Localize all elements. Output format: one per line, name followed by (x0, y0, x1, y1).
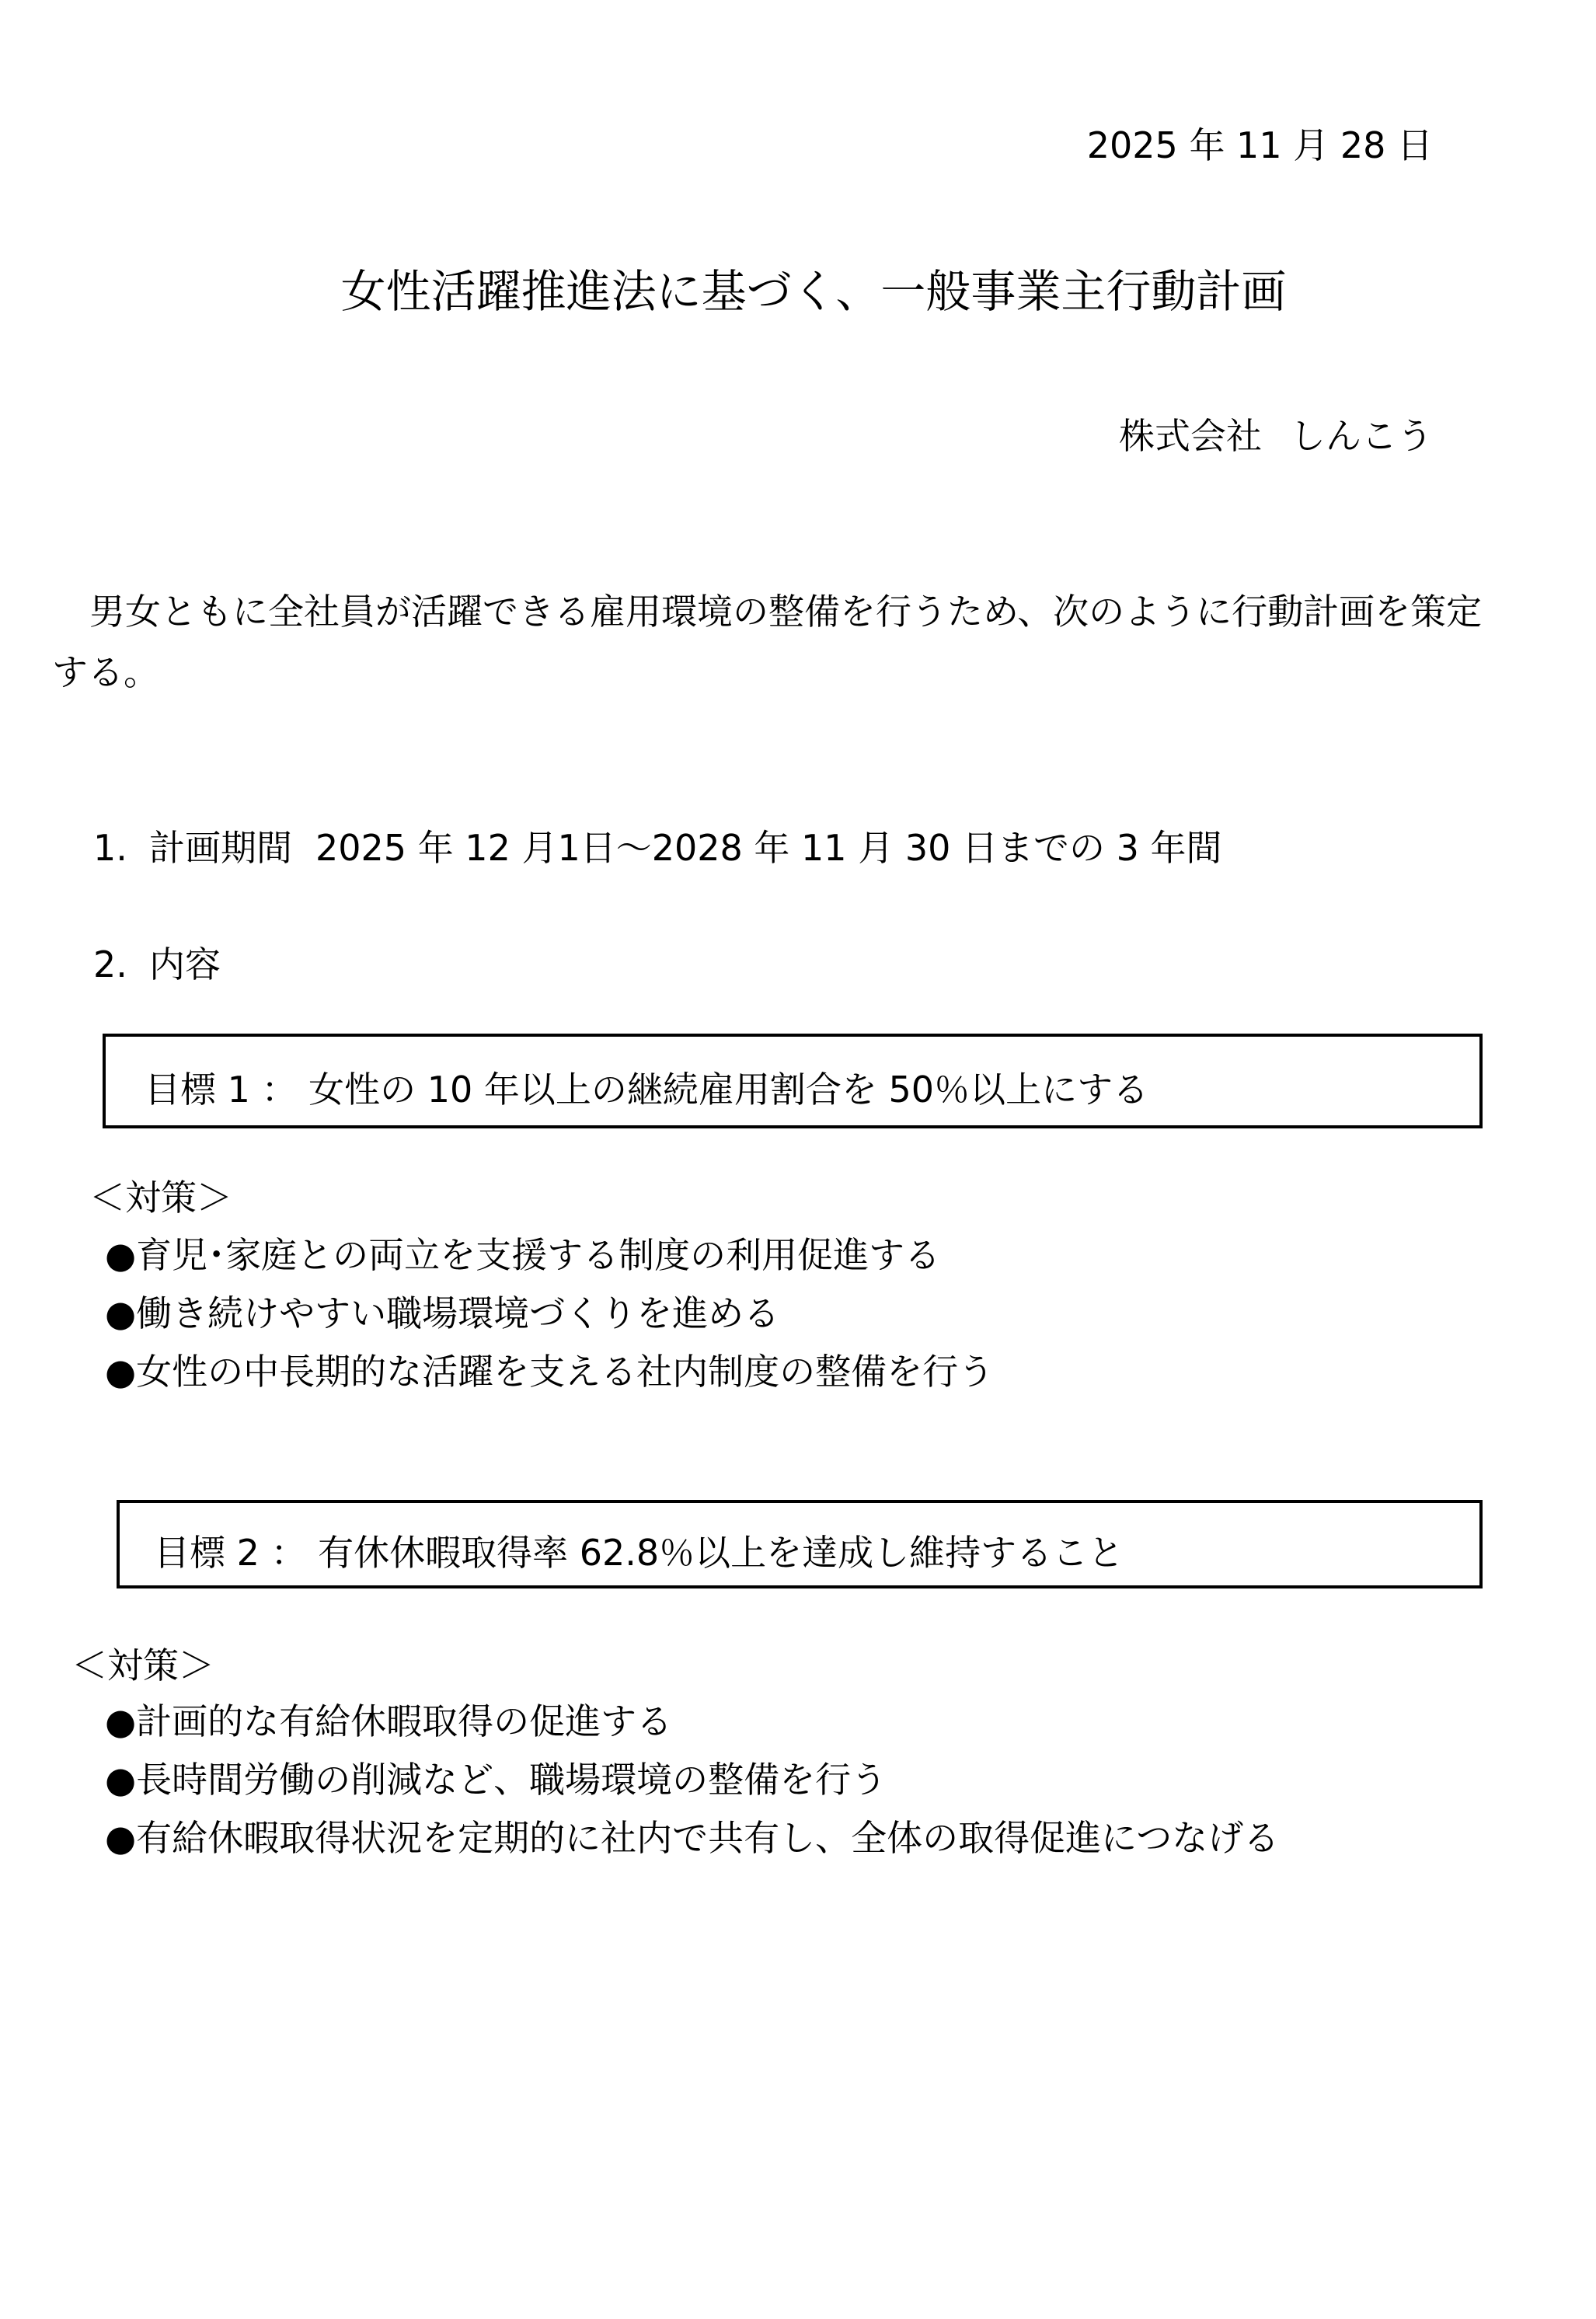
company-name (1119, 415, 1433, 457)
section-number: 1. (93, 827, 127, 869)
bullet-icon: ● (105, 1817, 137, 1859)
bullet-icon: ● (105, 1700, 137, 1742)
list-item: ●長時間労働の削減など、職場環境の整備を行う (105, 1759, 887, 1801)
goal-1-measures-heading: ＜対策＞ (89, 1177, 232, 1219)
bullet-icon: ● (105, 1292, 137, 1334)
list-item: ●女性の中長期的な活躍を支える社内制度の整備を行う (105, 1351, 995, 1393)
section-contents (93, 943, 221, 985)
document-title: 女性活躍推進法に基づく、一般事業主行動計画 (340, 265, 1287, 318)
goal-2-measures-list (105, 1700, 1280, 1878)
list-item: ●働き続けやすい職場環境づくりを進める (105, 1292, 780, 1334)
goal-1-measures-list (105, 1234, 995, 1412)
bullet-icon: ● (105, 1759, 137, 1801)
goal-2-box (117, 1500, 1483, 1588)
bullet-icon: ● (105, 1234, 137, 1276)
goal-2-text: 目標 2 ： 有休休暇取得率 62.8％以上を達成し維持すること (154, 1532, 1124, 1574)
company-type: 株式会社 (1119, 415, 1262, 457)
goal-1-box (103, 1034, 1483, 1128)
section-label: 内容 (149, 943, 221, 985)
document-date: 2025 年 11 月 28 日 (1086, 124, 1433, 166)
list-item: ●計画的な有給休暇取得の促進する (105, 1700, 673, 1742)
bullet-icon: ● (105, 1351, 137, 1393)
list-item: ●有給休暇取得状況を定期的に社内で共有し、全体の取得促進につなげる (105, 1817, 1280, 1859)
section-label: 計画期間 (149, 827, 292, 869)
intro-line-1: 男女ともに全社員が活躍できる雇用環境の整備を行うため、次のように行動計画を策定 (89, 591, 1483, 633)
section-number: 2. (93, 943, 127, 985)
goal-2-measures-heading: ＜対策＞ (71, 1644, 214, 1686)
section-plan-period (93, 827, 1222, 869)
intro-line-2: する。 (52, 651, 159, 693)
company-name-text: しんこう (1290, 415, 1433, 457)
section-value: 2025 年 12 月1日～2028 年 11 月 30 日までの 3 年間 (315, 827, 1222, 869)
list-item: ●育児･家庭との両立を支援する制度の利用促進する (105, 1234, 941, 1276)
goal-1-text: 目標 1 ： 女性の 10 年以上の継続雇用割合を 50％以上にする (145, 1069, 1149, 1111)
